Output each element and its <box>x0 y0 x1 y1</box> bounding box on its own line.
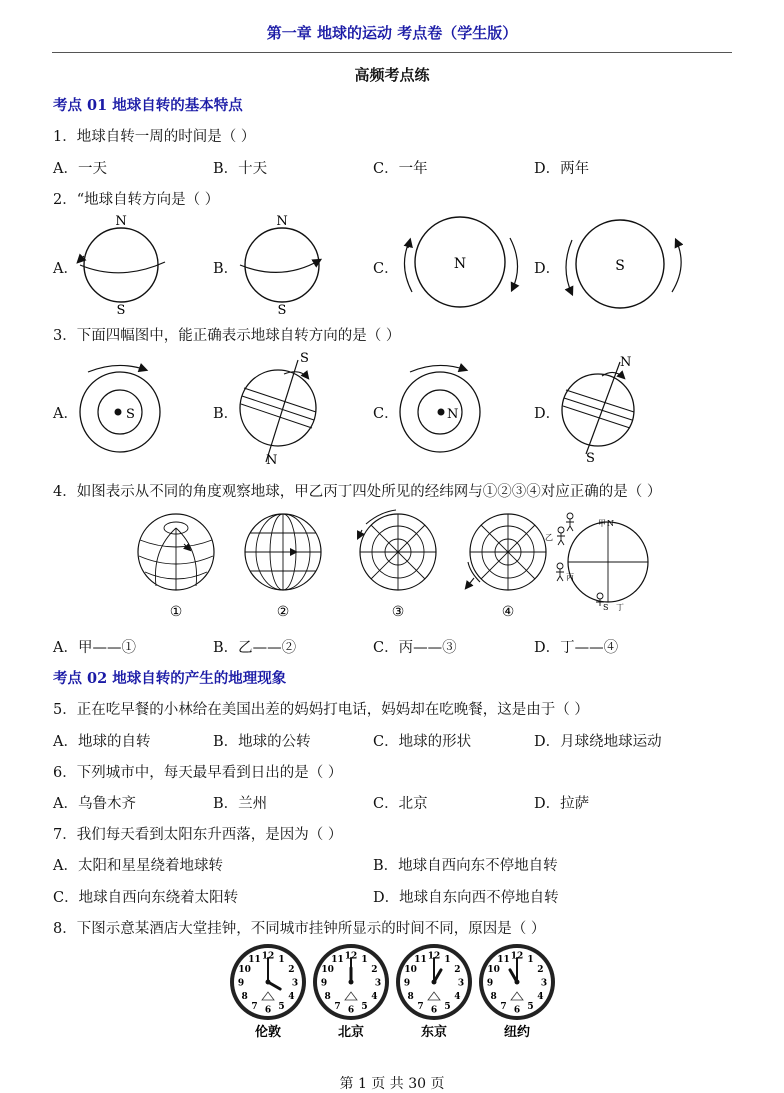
svg-text:8: 8 <box>241 992 248 1002</box>
q4-option-a[interactable]: A．甲——① <box>53 640 136 656</box>
q1-option-c[interactable]: C．一年 <box>373 161 428 177</box>
q7-option-a[interactable]: A．太阳和星星绕着地球转 <box>53 858 223 874</box>
q4-fig1-label: ① <box>169 604 183 620</box>
q7-option-c[interactable]: C．地球自西向东绕着太阳转 <box>53 890 239 906</box>
svg-text:11: 11 <box>414 955 427 966</box>
q3-a-pole-label: S <box>126 407 135 422</box>
q4-observer-ding: 丁 <box>616 603 624 612</box>
q1-option-b[interactable]: B．十天 <box>213 161 268 177</box>
svg-text:6: 6 <box>430 1005 438 1016</box>
q5-option-d[interactable]: D．月球绕地球运动 <box>534 734 662 750</box>
header-divider <box>52 52 732 53</box>
svg-text:2: 2 <box>454 965 461 975</box>
q3-globe-c <box>400 365 480 452</box>
q3-globe-b <box>240 351 316 468</box>
q4-observer-n: N <box>607 519 614 528</box>
question-2-stem: 2．“地球自转方向是（ ） <box>53 192 220 208</box>
clock-1 <box>230 944 306 1040</box>
page-subtitle: 高频考点练 <box>354 66 430 84</box>
svg-text:4: 4 <box>371 992 378 1002</box>
q8-clocks-figure <box>0 940 784 1045</box>
page-footer: 第 1 页 共 30 页 <box>339 1076 445 1092</box>
svg-text:5: 5 <box>444 1001 451 1012</box>
q1-option-a[interactable]: A．一天 <box>53 161 107 177</box>
question-7-stem: 7．我们每天看到太阳东升西落，是因为（ ） <box>53 827 343 843</box>
q3-label-c[interactable]: C． <box>373 406 399 422</box>
q4-observer-s: S <box>603 603 609 612</box>
svg-text:11: 11 <box>248 955 261 966</box>
q2-globe-b <box>240 214 320 318</box>
clock-2 <box>313 944 389 1040</box>
clock-city-label: 伦敦 <box>254 1025 282 1040</box>
svg-text:5: 5 <box>278 1001 285 1012</box>
q2-figures <box>0 210 784 320</box>
svg-text:4: 4 <box>537 992 544 1002</box>
svg-text:12: 12 <box>510 951 524 962</box>
q5-option-b[interactable]: B．地球的公转 <box>213 734 311 750</box>
svg-text:7: 7 <box>334 1001 341 1012</box>
q4-option-b[interactable]: B．乙——② <box>213 640 297 656</box>
q5-option-c[interactable]: C．地球的形状 <box>373 734 472 750</box>
svg-text:8: 8 <box>407 992 414 1002</box>
q2-label-a[interactable]: A． <box>53 261 78 277</box>
q4-option-d[interactable]: D．丁——④ <box>534 640 619 656</box>
q3-c-pole-label: N <box>447 407 459 422</box>
clock-city-label: 纽约 <box>503 1025 531 1040</box>
q2-label-d[interactable]: D． <box>534 261 561 277</box>
q2-b-north-label: N <box>276 214 288 229</box>
q1-option-d[interactable]: D．两年 <box>534 161 590 177</box>
svg-text:1: 1 <box>527 955 534 966</box>
q4-globe-1 <box>138 514 214 620</box>
page-header: 第一章 地球的运动 考点卷（学生版） <box>266 24 518 42</box>
question-1-stem: 1．地球自转一周的时间是（ ） <box>53 129 256 145</box>
q3-d-south-label: S <box>586 451 595 466</box>
q2-b-south-label: S <box>277 303 287 318</box>
q5-option-a[interactable]: A．地球的自转 <box>53 734 151 750</box>
svg-text:4: 4 <box>288 992 295 1002</box>
svg-text:9: 9 <box>403 978 411 989</box>
svg-text:10: 10 <box>321 965 334 975</box>
q3-globe-a <box>80 365 160 452</box>
svg-text:6: 6 <box>264 1005 272 1016</box>
q2-d-pole-label: S <box>615 258 625 274</box>
question-4-stem: 4．如图表示从不同的角度观察地球，甲乙丙丁四处所见的经纬网与①②③④对应正确的是（ ） <box>53 484 662 500</box>
svg-text:9: 9 <box>320 978 328 989</box>
section-2-title: 考点 02 地球自转的产生的地理现象 <box>53 670 287 687</box>
q2-a-north-label: N <box>115 214 127 229</box>
q7-option-d[interactable]: D．地球自东向西不停地自转 <box>373 890 559 906</box>
svg-text:2: 2 <box>371 965 378 975</box>
svg-text:3: 3 <box>374 978 382 989</box>
q2-label-b[interactable]: B． <box>213 261 239 277</box>
q4-fig2-label: ② <box>276 604 290 620</box>
svg-text:5: 5 <box>361 1001 368 1012</box>
svg-text:4: 4 <box>454 992 461 1002</box>
q4-fig3-label: ③ <box>391 604 405 620</box>
q4-option-c[interactable]: C．丙——③ <box>373 640 457 656</box>
q4-observer-bing: 丙 <box>566 573 574 582</box>
q6-option-b[interactable]: B．兰州 <box>213 796 268 812</box>
svg-text:9: 9 <box>237 978 245 989</box>
q6-option-d[interactable]: D．拉萨 <box>534 796 590 812</box>
question-6-stem: 6．下列城市中，每天最早看到日出的是（ ） <box>53 765 343 781</box>
q4-observer-jia: 甲 <box>598 519 606 528</box>
svg-text:11: 11 <box>331 955 344 966</box>
svg-text:1: 1 <box>444 955 451 966</box>
svg-text:12: 12 <box>261 951 275 962</box>
svg-text:12: 12 <box>427 951 441 962</box>
q3-figures <box>0 350 784 468</box>
svg-text:2: 2 <box>537 965 544 975</box>
q7-option-b[interactable]: B．地球自西向东不停地自转 <box>373 858 558 874</box>
q4-fig4-label: ④ <box>501 604 515 620</box>
svg-text:5: 5 <box>527 1001 534 1012</box>
q2-globe-a <box>78 214 165 318</box>
svg-text:3: 3 <box>291 978 299 989</box>
q2-a-south-label: S <box>116 303 126 318</box>
svg-text:7: 7 <box>417 1001 424 1012</box>
question-8-stem: 8．下图示意某酒店大堂挂钟，不同城市挂钟所显示的时间不同，原因是（ ） <box>53 921 546 937</box>
svg-text:7: 7 <box>500 1001 507 1012</box>
svg-text:10: 10 <box>238 965 251 975</box>
section-1-title: 考点 01 地球自转的基本特点 <box>53 97 243 114</box>
q2-globe-d <box>566 220 681 308</box>
svg-text:2: 2 <box>288 965 295 975</box>
svg-text:12: 12 <box>344 951 358 962</box>
svg-text:3: 3 <box>457 978 465 989</box>
svg-text:11: 11 <box>497 955 510 966</box>
svg-text:8: 8 <box>324 992 331 1002</box>
question-5-stem: 5．正在吃早餐的小林给在美国出差的妈妈打电话，妈妈却在吃晚餐，这是由于（ ） <box>53 702 589 718</box>
q6-option-c[interactable]: C．北京 <box>373 796 428 812</box>
q2-globe-c <box>404 217 517 307</box>
clock-city-label: 东京 <box>420 1025 448 1040</box>
q3-label-a[interactable]: A． <box>53 406 78 422</box>
svg-text:6: 6 <box>513 1005 521 1016</box>
q4-globe-2 <box>245 514 321 620</box>
q4-globe-4 <box>466 514 546 620</box>
q2-label-c[interactable]: C． <box>373 261 399 277</box>
svg-text:10: 10 <box>404 965 417 975</box>
clock-3 <box>396 944 472 1040</box>
q4-observer-globe <box>545 513 648 612</box>
clock-4 <box>479 944 555 1040</box>
svg-text:7: 7 <box>251 1001 258 1012</box>
q3-d-north-label: N <box>620 355 632 370</box>
observer-figure-icon <box>556 513 604 606</box>
svg-text:10: 10 <box>487 965 500 975</box>
svg-text:6: 6 <box>347 1005 355 1016</box>
q6-option-a[interactable]: A．乌鲁木齐 <box>53 796 136 812</box>
q4-figures <box>0 500 784 628</box>
svg-text:8: 8 <box>490 992 497 1002</box>
q3-label-b[interactable]: B． <box>213 406 239 422</box>
question-3-stem: 3．下面四幅图中，能正确表示地球自转方向的是（ ） <box>53 328 401 344</box>
q3-b-south-label: S <box>300 351 309 366</box>
q4-globe-3 <box>358 510 436 620</box>
q3-b-north-label: N <box>266 453 278 468</box>
svg-text:1: 1 <box>278 955 285 966</box>
svg-text:3: 3 <box>540 978 548 989</box>
q2-c-pole-label: N <box>453 256 467 272</box>
q4-observer-yi: 乙 <box>545 533 553 542</box>
svg-text:1: 1 <box>361 955 368 966</box>
svg-text:9: 9 <box>486 978 494 989</box>
clock-city-label: 北京 <box>337 1025 365 1040</box>
q3-label-d[interactable]: D． <box>534 406 561 422</box>
q3-globe-d <box>562 355 634 466</box>
